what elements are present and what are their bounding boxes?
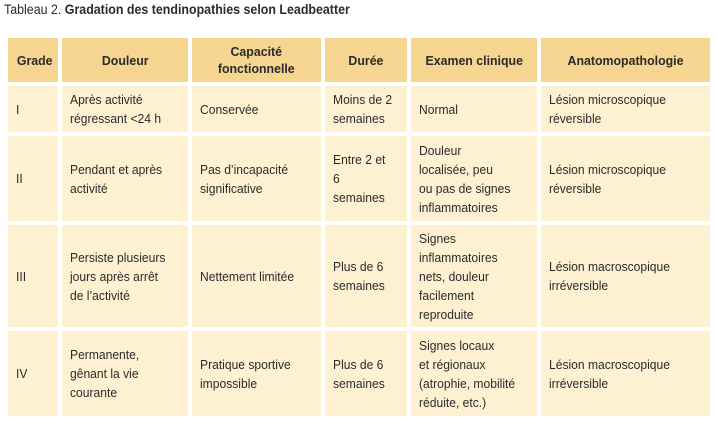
cell-grade: III [8, 225, 58, 328]
caption-title: Gradation des tendinopathies selon Leadbeatter [64, 2, 350, 17]
cell-grade: II [8, 136, 58, 221]
cell-douleur: Persiste plusieurs jours après arrêt de l’activité [62, 225, 188, 328]
cell-capacite: Nettement limitée [192, 225, 321, 328]
table-row [8, 136, 710, 221]
cell-anatomo: Lésion microscopique réversible [541, 86, 710, 132]
cell-grade: IV [8, 331, 58, 416]
header-douleur: Douleur [62, 38, 188, 82]
cell-douleur: Après activité régressant <24 h [62, 86, 188, 132]
header-anatomo: Anatomopathologie [541, 38, 710, 82]
cell-capacite: Conservée [192, 86, 321, 132]
cell-anatomo: Lésion macroscopique irréversible [541, 331, 710, 416]
cell-douleur: Pendant et après activité [62, 136, 188, 221]
cell-duree: Plus de 6 semaines [325, 225, 407, 328]
header-examen: Examen clinique [411, 38, 537, 82]
cell-duree: Moins de 2 semaines [325, 86, 407, 132]
cell-capacite: Pratique sportive impossible [192, 331, 321, 416]
cell-examen: Signes inflammatoires nets, douleur facilement reproduite [411, 225, 537, 328]
cell-examen: Douleur localisée, peu ou pas de signes inflammatoires [411, 136, 537, 221]
table-row [8, 331, 710, 416]
cell-examen: Normal [411, 86, 537, 132]
table-caption [4, 1, 350, 19]
caption-label: Tableau 2. [4, 2, 62, 17]
cell-anatomo: Lésion macroscopique irréversible [541, 225, 710, 328]
cell-capacite: Pas d’incapacité significative [192, 136, 321, 221]
cell-douleur: Permanente, gênant la vie courante [62, 331, 188, 416]
table-row [8, 225, 710, 328]
header-capacite: Capacité fonctionnelle [192, 38, 321, 82]
cell-grade: I [8, 86, 58, 132]
header-grade: Grade [8, 38, 58, 82]
header-row [8, 38, 710, 82]
cell-duree: Plus de 6 semaines [325, 331, 407, 416]
cell-duree: Entre 2 et 6 semaines [325, 136, 407, 221]
cell-anatomo: Lésion microscopique réversible [541, 136, 710, 221]
header-duree: Durée [325, 38, 407, 82]
grading-table [4, 34, 714, 420]
cell-examen: Signes locaux et régionaux (atrophie, mobilité réduite, etc.) [411, 331, 537, 416]
table-row [8, 86, 710, 132]
